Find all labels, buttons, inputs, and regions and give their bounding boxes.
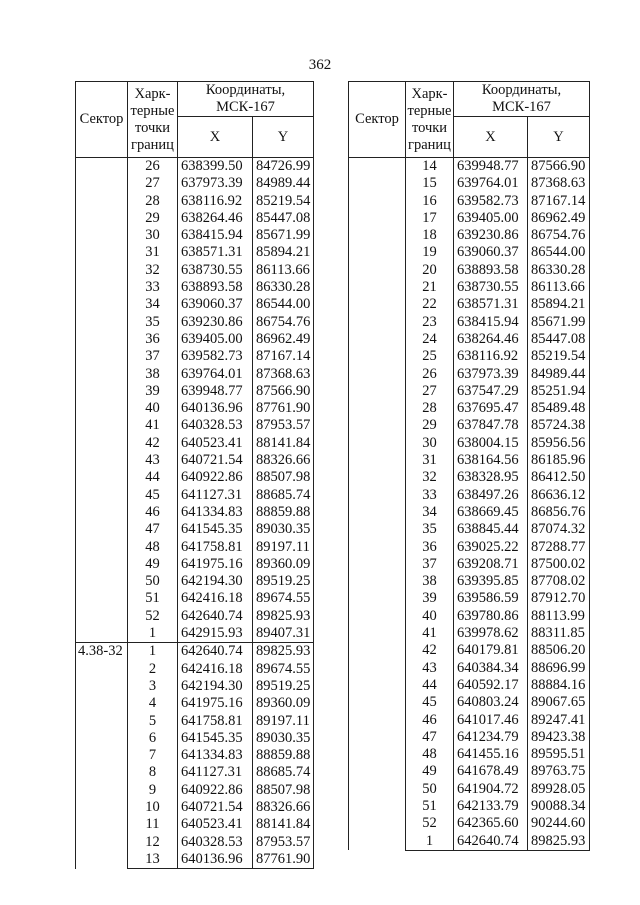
point-number-cell: 6 xyxy=(128,730,178,747)
x-coordinate-cell: 639025.22 xyxy=(454,539,528,556)
y-coordinate-cell: 87761.90 xyxy=(253,400,314,417)
point-number-cell: 49 xyxy=(128,556,178,573)
page-number: 362 xyxy=(308,57,332,73)
point-number-cell: 46 xyxy=(406,712,454,729)
x-coordinate-cell: 637547.29 xyxy=(454,383,528,400)
point-number-cell: 15 xyxy=(406,175,454,192)
point-number-cell: 7 xyxy=(128,747,178,764)
y-coordinate-cell: 87761.90 xyxy=(253,851,314,869)
y-coordinate-cell: 89407.31 xyxy=(253,625,314,643)
point-number-cell: 18 xyxy=(406,227,454,244)
point-number-cell: 37 xyxy=(128,348,178,365)
y-coordinate-cell: 89763.75 xyxy=(528,763,590,780)
y-coordinate-cell: 86636.12 xyxy=(528,487,590,504)
y-coordinate-cell: 89519.25 xyxy=(253,678,314,695)
point-number-cell: 35 xyxy=(406,521,454,538)
x-coordinate-cell: 639405.00 xyxy=(454,210,528,227)
x-coordinate-cell: 639060.37 xyxy=(454,244,528,261)
y-coordinate-cell: 85956.56 xyxy=(528,435,590,452)
point-number-cell: 48 xyxy=(128,539,178,556)
x-coordinate-cell: 639582.73 xyxy=(178,348,253,365)
point-number-cell: 36 xyxy=(406,539,454,556)
y-coordinate-cell: 85447.08 xyxy=(528,331,590,348)
x-coordinate-cell: 640721.54 xyxy=(178,799,253,816)
x-coordinate-cell: 641904.72 xyxy=(454,781,528,798)
y-coordinate-cell: 84726.99 xyxy=(253,158,314,176)
y-coordinate-cell: 85251.94 xyxy=(528,383,590,400)
point-number-cell: 47 xyxy=(406,729,454,746)
coordinates-header: Координаты, МСК-167 xyxy=(178,82,314,117)
y-coordinate-cell: 89423.38 xyxy=(528,729,590,746)
x-coordinate-cell: 641334.83 xyxy=(178,504,253,521)
point-number-cell: 28 xyxy=(128,193,178,210)
x-coordinate-cell: 638415.94 xyxy=(454,314,528,331)
point-number-cell: 1 xyxy=(128,625,178,643)
y-coordinate-cell: 88696.99 xyxy=(528,660,590,677)
y-coordinate-cell: 88326.66 xyxy=(253,799,314,816)
point-number-cell: 33 xyxy=(406,487,454,504)
y-coordinate-cell: 86754.76 xyxy=(253,314,314,331)
x-coordinate-cell: 640922.86 xyxy=(178,469,253,486)
y-coordinate-cell: 87953.57 xyxy=(253,417,314,434)
point-number-cell: 46 xyxy=(128,504,178,521)
y-coordinate-cell: 89197.11 xyxy=(253,713,314,730)
point-number-cell: 32 xyxy=(406,469,454,486)
x-coordinate-cell: 639978.62 xyxy=(454,625,528,642)
y-coordinate-cell: 87368.63 xyxy=(528,175,590,192)
x-coordinate-cell: 639764.01 xyxy=(178,366,253,383)
x-coordinate-cell: 642416.18 xyxy=(178,661,253,678)
point-number-cell: 1 xyxy=(128,643,178,661)
point-number-cell: 1 xyxy=(406,833,454,851)
x-coordinate-cell: 642416.18 xyxy=(178,590,253,607)
y-coordinate-cell: 89825.93 xyxy=(528,833,590,851)
point-number-cell: 45 xyxy=(406,694,454,711)
y-coordinate-cell: 89519.25 xyxy=(253,573,314,590)
x-coordinate-cell: 639780.86 xyxy=(454,608,528,625)
x-coordinate-cell: 638571.31 xyxy=(454,296,528,313)
y-coordinate-cell: 85724.38 xyxy=(528,417,590,434)
point-number-cell: 48 xyxy=(406,746,454,763)
x-coordinate-cell: 639060.37 xyxy=(178,296,253,313)
y-coordinate-cell: 89030.35 xyxy=(253,521,314,538)
x-coordinate-cell: 640136.96 xyxy=(178,851,253,869)
point-number-cell: 35 xyxy=(128,314,178,331)
y-coordinate-cell: 89825.93 xyxy=(253,643,314,661)
x-coordinate-cell: 641127.31 xyxy=(178,764,253,781)
point-number-cell: 29 xyxy=(128,210,178,227)
x-coordinate-cell: 639582.73 xyxy=(454,193,528,210)
y-coordinate-cell: 87368.63 xyxy=(253,366,314,383)
y-coordinate-cell: 87953.57 xyxy=(253,834,314,851)
y-coordinate-cell: 88859.88 xyxy=(253,747,314,764)
y-coordinate-cell: 85894.21 xyxy=(253,244,314,261)
point-number-cell: 37 xyxy=(406,556,454,573)
point-number-cell: 9 xyxy=(128,782,178,799)
y-coordinate-cell: 87566.90 xyxy=(528,158,590,176)
point-number-cell: 4 xyxy=(128,695,178,712)
x-coordinate-cell: 638845.44 xyxy=(454,521,528,538)
x-coordinate-cell: 637847.78 xyxy=(454,417,528,434)
x-coordinate-cell: 642640.74 xyxy=(178,643,253,661)
x-coordinate-cell: 641678.49 xyxy=(454,763,528,780)
y-coordinate-cell: 87566.90 xyxy=(253,383,314,400)
x-coordinate-cell: 638399.50 xyxy=(178,158,253,176)
x-coordinate-cell: 638669.45 xyxy=(454,504,528,521)
sector-header: Сектор xyxy=(349,82,406,158)
y-coordinate-cell: 88141.84 xyxy=(253,816,314,833)
y-header: Y xyxy=(253,117,314,158)
point-number-cell: 24 xyxy=(406,331,454,348)
x-coordinate-cell: 638893.58 xyxy=(178,279,253,296)
point-number-cell: 30 xyxy=(406,435,454,452)
y-coordinate-cell: 88113.99 xyxy=(528,608,590,625)
y-coordinate-cell: 87167.14 xyxy=(253,348,314,365)
x-coordinate-cell: 638730.55 xyxy=(178,262,253,279)
point-number-cell: 17 xyxy=(406,210,454,227)
point-number-cell: 42 xyxy=(128,435,178,452)
y-coordinate-cell: 86113.66 xyxy=(253,262,314,279)
point-number-cell: 47 xyxy=(128,521,178,538)
x-coordinate-cell: 641127.31 xyxy=(178,487,253,504)
point-number-cell: 29 xyxy=(406,417,454,434)
x-coordinate-cell: 639230.86 xyxy=(454,227,528,244)
y-coordinate-cell: 84989.44 xyxy=(253,175,314,192)
y-coordinate-cell: 89247.41 xyxy=(528,712,590,729)
x-coordinate-cell: 640384.34 xyxy=(454,660,528,677)
point-number-cell: 20 xyxy=(406,262,454,279)
point-number-cell: 36 xyxy=(128,331,178,348)
point-number-cell: 52 xyxy=(128,608,178,625)
y-coordinate-cell: 85447.08 xyxy=(253,210,314,227)
y-coordinate-cell: 89674.55 xyxy=(253,590,314,607)
x-coordinate-cell: 641334.83 xyxy=(178,747,253,764)
y-coordinate-cell: 88506.20 xyxy=(528,642,590,659)
point-number-cell: 44 xyxy=(406,677,454,694)
y-coordinate-cell: 89595.51 xyxy=(528,746,590,763)
point-number-cell: 38 xyxy=(128,366,178,383)
x-coordinate-cell: 640328.53 xyxy=(178,417,253,434)
y-coordinate-cell: 86330.28 xyxy=(253,279,314,296)
y-coordinate-cell: 85489.48 xyxy=(528,400,590,417)
x-coordinate-cell: 641545.35 xyxy=(178,521,253,538)
y-coordinate-cell: 89825.93 xyxy=(253,608,314,625)
x-coordinate-cell: 638328.95 xyxy=(454,469,528,486)
y-coordinate-cell: 88326.66 xyxy=(253,452,314,469)
x-coordinate-cell: 638730.55 xyxy=(454,279,528,296)
y-coordinate-cell: 88507.98 xyxy=(253,469,314,486)
x-coordinate-cell: 639586.59 xyxy=(454,590,528,607)
point-number-cell: 50 xyxy=(128,573,178,590)
x-coordinate-cell: 637973.39 xyxy=(454,366,528,383)
y-coordinate-cell: 88141.84 xyxy=(253,435,314,452)
point-number-cell: 44 xyxy=(128,469,178,486)
x-coordinate-cell: 641455.16 xyxy=(454,746,528,763)
x-coordinate-cell: 640592.17 xyxy=(454,677,528,694)
point-number-cell: 26 xyxy=(406,366,454,383)
point-number-cell: 3 xyxy=(128,678,178,695)
y-coordinate-cell: 89030.35 xyxy=(253,730,314,747)
point-number-cell: 41 xyxy=(128,417,178,434)
point-number-cell: 10 xyxy=(128,799,178,816)
x-coordinate-cell: 641975.16 xyxy=(178,556,253,573)
x-coordinate-cell: 640721.54 xyxy=(178,452,253,469)
y-coordinate-cell: 87167.14 xyxy=(528,193,590,210)
point-number-cell: 51 xyxy=(406,798,454,815)
x-coordinate-cell: 640523.41 xyxy=(178,435,253,452)
y-coordinate-cell: 86856.76 xyxy=(528,504,590,521)
y-coordinate-cell: 89197.11 xyxy=(253,539,314,556)
table-row xyxy=(349,158,590,176)
y-coordinate-cell: 90244.60 xyxy=(528,815,590,832)
point-number-cell: 12 xyxy=(128,834,178,851)
x-coordinate-cell: 640523.41 xyxy=(178,816,253,833)
y-coordinate-cell: 88685.74 xyxy=(253,487,314,504)
y-coordinate-cell: 86754.76 xyxy=(528,227,590,244)
x-coordinate-cell: 639405.00 xyxy=(178,331,253,348)
point-number-cell: 26 xyxy=(128,158,178,176)
y-coordinate-cell: 88311.85 xyxy=(528,625,590,642)
point-number-cell: 2 xyxy=(128,661,178,678)
y-coordinate-cell: 87708.02 xyxy=(528,573,590,590)
x-coordinate-cell: 639230.86 xyxy=(178,314,253,331)
x-coordinate-cell: 642365.60 xyxy=(454,815,528,832)
y-coordinate-cell: 86962.49 xyxy=(528,210,590,227)
y-coordinate-cell: 85219.54 xyxy=(253,193,314,210)
x-coordinate-cell: 640328.53 xyxy=(178,834,253,851)
y-coordinate-cell: 86185.96 xyxy=(528,452,590,469)
point-number-cell: 52 xyxy=(406,815,454,832)
x-coordinate-cell: 638116.92 xyxy=(178,193,253,210)
point-number-cell: 22 xyxy=(406,296,454,313)
y-coordinate-cell: 87912.70 xyxy=(528,590,590,607)
point-number-cell: 30 xyxy=(128,227,178,244)
x-coordinate-cell: 642640.74 xyxy=(454,833,528,851)
x-coordinate-cell: 639948.77 xyxy=(454,158,528,176)
point-number-cell: 13 xyxy=(128,851,178,869)
point-number-cell: 23 xyxy=(406,314,454,331)
y-coordinate-cell: 87500.02 xyxy=(528,556,590,573)
x-coordinate-cell: 641234.79 xyxy=(454,729,528,746)
y-coordinate-cell: 88859.88 xyxy=(253,504,314,521)
x-coordinate-cell: 639208.71 xyxy=(454,556,528,573)
x-coordinate-cell: 640179.81 xyxy=(454,642,528,659)
point-number-cell: 27 xyxy=(406,383,454,400)
y-coordinate-cell: 88884.16 xyxy=(528,677,590,694)
y-coordinate-cell: 89674.55 xyxy=(253,661,314,678)
y-coordinate-cell: 88507.98 xyxy=(253,782,314,799)
x-coordinate-cell: 638004.15 xyxy=(454,435,528,452)
x-coordinate-cell: 639764.01 xyxy=(454,175,528,192)
coordinates-header: Координаты, МСК-167 xyxy=(454,82,590,117)
sector-cell: 4.38-32 xyxy=(76,643,128,869)
sector-cell xyxy=(76,158,128,643)
y-coordinate-cell: 86544.00 xyxy=(528,244,590,261)
y-coordinate-cell: 85671.99 xyxy=(253,227,314,244)
x-coordinate-cell: 638893.58 xyxy=(454,262,528,279)
point-number-cell: 51 xyxy=(128,590,178,607)
x-coordinate-cell: 638164.56 xyxy=(454,452,528,469)
point-number-cell: 39 xyxy=(406,590,454,607)
y-coordinate-cell: 89360.09 xyxy=(253,556,314,573)
x-coordinate-cell: 639948.77 xyxy=(178,383,253,400)
x-coordinate-cell: 641545.35 xyxy=(178,730,253,747)
x-coordinate-cell: 642194.30 xyxy=(178,573,253,590)
sector-header: Сектор xyxy=(76,82,128,158)
x-coordinate-cell: 642194.30 xyxy=(178,678,253,695)
table-row xyxy=(76,158,314,176)
x-coordinate-cell: 638571.31 xyxy=(178,244,253,261)
x-coordinate-cell: 641758.81 xyxy=(178,539,253,556)
point-number-cell: 32 xyxy=(128,262,178,279)
y-coordinate-cell: 89928.05 xyxy=(528,781,590,798)
point-number-cell: 43 xyxy=(128,452,178,469)
y-coordinate-cell: 88685.74 xyxy=(253,764,314,781)
y-coordinate-cell: 87074.32 xyxy=(528,521,590,538)
y-coordinate-cell: 86544.00 xyxy=(253,296,314,313)
point-number-cell: 14 xyxy=(406,158,454,176)
y-coordinate-cell: 85894.21 xyxy=(528,296,590,313)
y-coordinate-cell: 86962.49 xyxy=(253,331,314,348)
x-coordinate-cell: 638264.46 xyxy=(178,210,253,227)
y-header: Y xyxy=(528,117,590,158)
point-number-cell: 39 xyxy=(128,383,178,400)
x-coordinate-cell: 640136.96 xyxy=(178,400,253,417)
point-number-cell: 5 xyxy=(128,713,178,730)
x-header: X xyxy=(454,117,528,158)
x-coordinate-cell: 640922.86 xyxy=(178,782,253,799)
point-number-cell: 40 xyxy=(128,400,178,417)
point-number-cell: 28 xyxy=(406,400,454,417)
coordinates-table-right xyxy=(348,81,590,851)
point-number-cell: 41 xyxy=(406,625,454,642)
y-coordinate-cell: 86330.28 xyxy=(528,262,590,279)
point-number-cell: 16 xyxy=(406,193,454,210)
point-number-cell: 42 xyxy=(406,642,454,659)
point-number-cell: 31 xyxy=(128,244,178,261)
point-number-cell: 31 xyxy=(406,452,454,469)
sector-cell xyxy=(349,158,406,851)
x-coordinate-cell: 642133.79 xyxy=(454,798,528,815)
coordinates-table-left xyxy=(75,81,314,869)
point-number-cell: 21 xyxy=(406,279,454,296)
y-coordinate-cell: 86412.50 xyxy=(528,469,590,486)
point-number-cell: 45 xyxy=(128,487,178,504)
y-coordinate-cell: 89360.09 xyxy=(253,695,314,712)
boundary-points-header: Харк-терные точки границ xyxy=(406,82,454,158)
y-coordinate-cell: 84989.44 xyxy=(528,366,590,383)
x-header: X xyxy=(178,117,253,158)
x-coordinate-cell: 642915.93 xyxy=(178,625,253,643)
x-coordinate-cell: 638415.94 xyxy=(178,227,253,244)
point-number-cell: 50 xyxy=(406,781,454,798)
point-number-cell: 34 xyxy=(406,504,454,521)
x-coordinate-cell: 642640.74 xyxy=(178,608,253,625)
y-coordinate-cell: 85219.54 xyxy=(528,348,590,365)
y-coordinate-cell: 87288.77 xyxy=(528,539,590,556)
x-coordinate-cell: 638264.46 xyxy=(454,331,528,348)
boundary-points-header: Харк-терные точки границ xyxy=(128,82,178,158)
y-coordinate-cell: 86113.66 xyxy=(528,279,590,296)
point-number-cell: 40 xyxy=(406,608,454,625)
y-coordinate-cell: 85671.99 xyxy=(528,314,590,331)
x-coordinate-cell: 641975.16 xyxy=(178,695,253,712)
point-number-cell: 19 xyxy=(406,244,454,261)
x-coordinate-cell: 641758.81 xyxy=(178,713,253,730)
x-coordinate-cell: 637695.47 xyxy=(454,400,528,417)
table-row xyxy=(76,643,314,661)
x-coordinate-cell: 641017.46 xyxy=(454,712,528,729)
x-coordinate-cell: 637973.39 xyxy=(178,175,253,192)
x-coordinate-cell: 639395.85 xyxy=(454,573,528,590)
point-number-cell: 33 xyxy=(128,279,178,296)
point-number-cell: 34 xyxy=(128,296,178,313)
point-number-cell: 38 xyxy=(406,573,454,590)
point-number-cell: 43 xyxy=(406,660,454,677)
point-number-cell: 25 xyxy=(406,348,454,365)
x-coordinate-cell: 640803.24 xyxy=(454,694,528,711)
point-number-cell: 8 xyxy=(128,764,178,781)
y-coordinate-cell: 89067.65 xyxy=(528,694,590,711)
x-coordinate-cell: 638116.92 xyxy=(454,348,528,365)
point-number-cell: 27 xyxy=(128,175,178,192)
y-coordinate-cell: 90088.34 xyxy=(528,798,590,815)
point-number-cell: 49 xyxy=(406,763,454,780)
point-number-cell: 11 xyxy=(128,816,178,833)
x-coordinate-cell: 638497.26 xyxy=(454,487,528,504)
